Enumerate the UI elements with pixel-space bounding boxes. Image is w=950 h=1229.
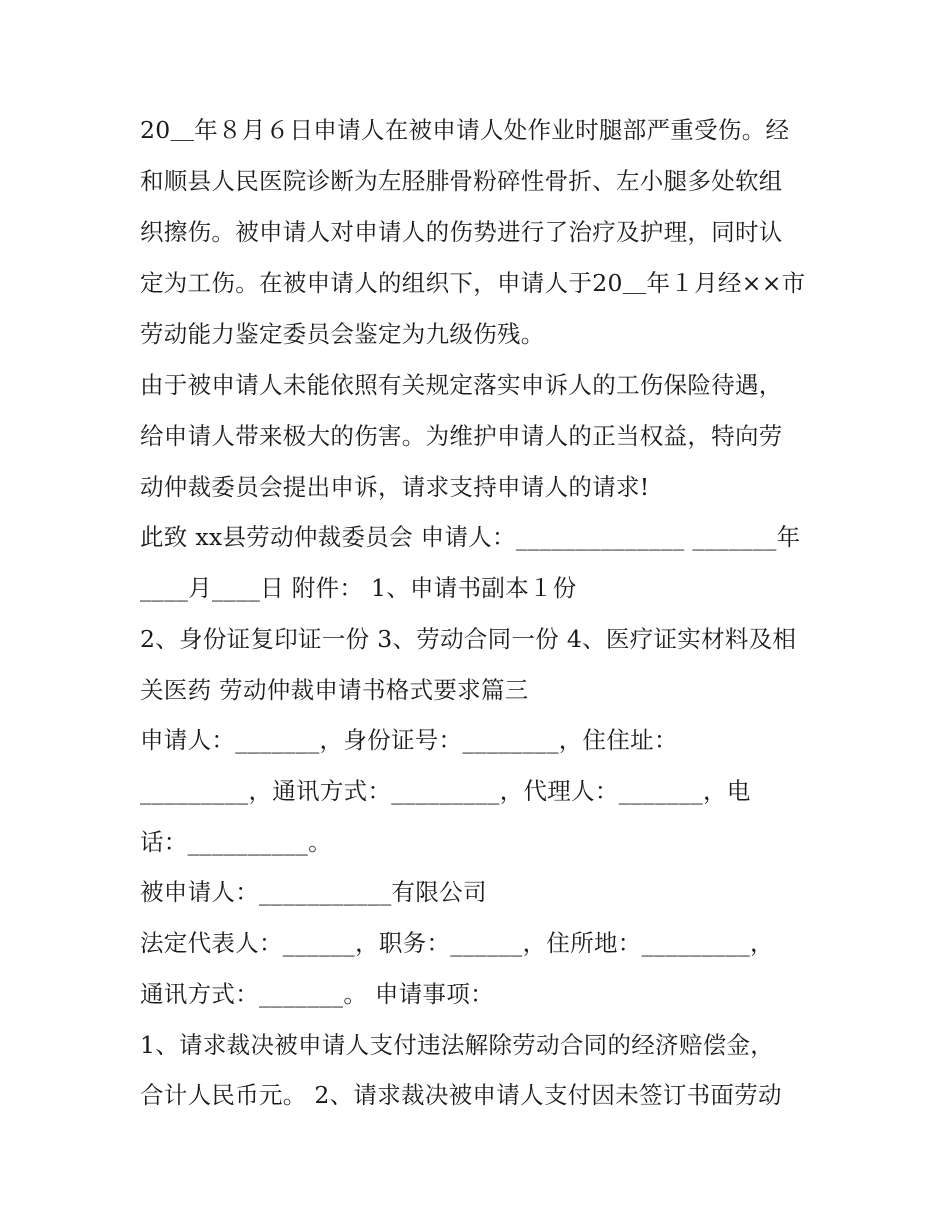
text-line: 劳动能力鉴定委员会鉴定为九级伤残。 (140, 320, 545, 348)
text-line: 定为工伤。在被申请人的组织下，申请人于20＿年１月经××市 (140, 269, 806, 297)
text-line: 2、身份证复印证一份 3、劳动合同一份 4、医疗证实材料及相 (140, 625, 797, 653)
text-line: 20＿年８月６日申请人在被申请人处作业时腿部严重受伤。经 (140, 116, 790, 144)
text-line: 关医药 劳动仲裁申请书格式要求篇三 (140, 676, 529, 704)
text-line: 合计人民币元。 2、请求裁决被申请人支付因未签订书面劳动 (140, 1081, 782, 1109)
text-line: _________，通讯方式：_________，代理人：_______，电 (140, 777, 751, 805)
text-line: 法定代表人：______，职务：______，住所地：_________， (140, 929, 774, 957)
text-line: 被申请人：___________有限公司 (140, 878, 487, 906)
text-line: 此致 xx县劳动仲裁委员会 申请人：______________ _______年 (140, 523, 801, 551)
text-line: 和顺县人民医院诊断为左胫腓骨粉碎性骨折、左小腿多处软组 (140, 167, 783, 195)
text-line: 给申请人带来极大的伤害。为维护申请人的正当权益，特向劳 (140, 422, 783, 450)
text-line: 由于被申请人未能依照有关规定落实申诉人的工伤保险待遇， (140, 371, 783, 399)
text-line: 申请人：_______，身份证号：________，住住址： (140, 726, 678, 754)
text-line: ____月____日 附件： 1、申请书副本１份 (140, 574, 577, 602)
text-line: 1、请求裁决被申请人支付违法解除劳动合同的经济赔偿金， (140, 1031, 775, 1059)
text-line: 织擦伤。被申请人对申请人的伤势进行了治疗及护理，同时认 (140, 218, 783, 246)
text-line: 通讯方式：_______。 申请事项： (140, 980, 494, 1008)
text-line: 动仲裁委员会提出申诉，请求支持申请人的请求! (140, 473, 650, 501)
text-line: 话：__________。 (140, 828, 332, 856)
